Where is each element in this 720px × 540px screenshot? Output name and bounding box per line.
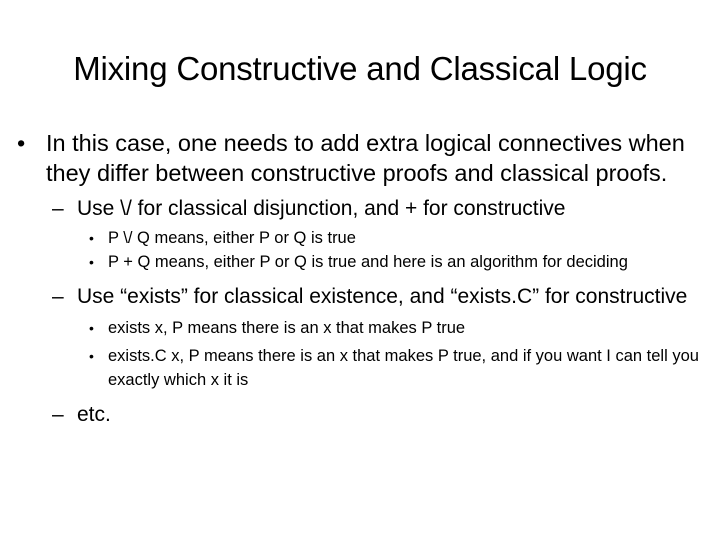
bullet-marker: • [89,230,94,246]
slide-title: Mixing Constructive and Classical Logic [73,50,647,87]
dash-marker: – [52,403,64,426]
sub-subbullet-text: exists.C x, P means there is an x that makes P true, and if you want I can tell you exactly which x it is [108,347,699,389]
subbullet-text: Use \/ for classical disjunction, and + for constructive [77,197,566,220]
sub-subbullet-existence-constructive [0,344,720,392]
bullet-main [0,128,720,188]
bullet-marker: • [89,254,94,270]
bullet-marker: • [89,348,94,364]
sub-subbullet-disjunction-constructive [0,250,720,274]
subbullet-etc [0,402,720,428]
sub-subbullet-text: exists x, P means there is an x that makes P true [108,319,466,337]
sub-subbullet-text: P + Q means, either P or Q is true and here is an algorithm for deciding [108,253,628,271]
sub-subbullet-text: P \/ Q means, either P or Q is true [108,229,356,247]
subbullet-text: Use “exists” for classical existence, and “exists.C” for constructive [77,285,688,308]
sub-subbullet-disjunction-classical [0,226,720,250]
bullet-marker: • [89,320,94,336]
slide-body [0,128,720,428]
dash-marker: – [52,197,64,220]
bullet-marker: • [17,130,26,156]
subbullet-disjunction [0,196,720,222]
subbullet-existence [0,284,720,310]
dash-marker: – [52,285,64,308]
bullet-text: In this case, one needs to add extra logical connectives when they differ between constructive proofs and classical proofs. [46,130,685,186]
subbullet-text: etc. [77,403,111,426]
sub-subbullet-existence-classical [0,316,720,340]
